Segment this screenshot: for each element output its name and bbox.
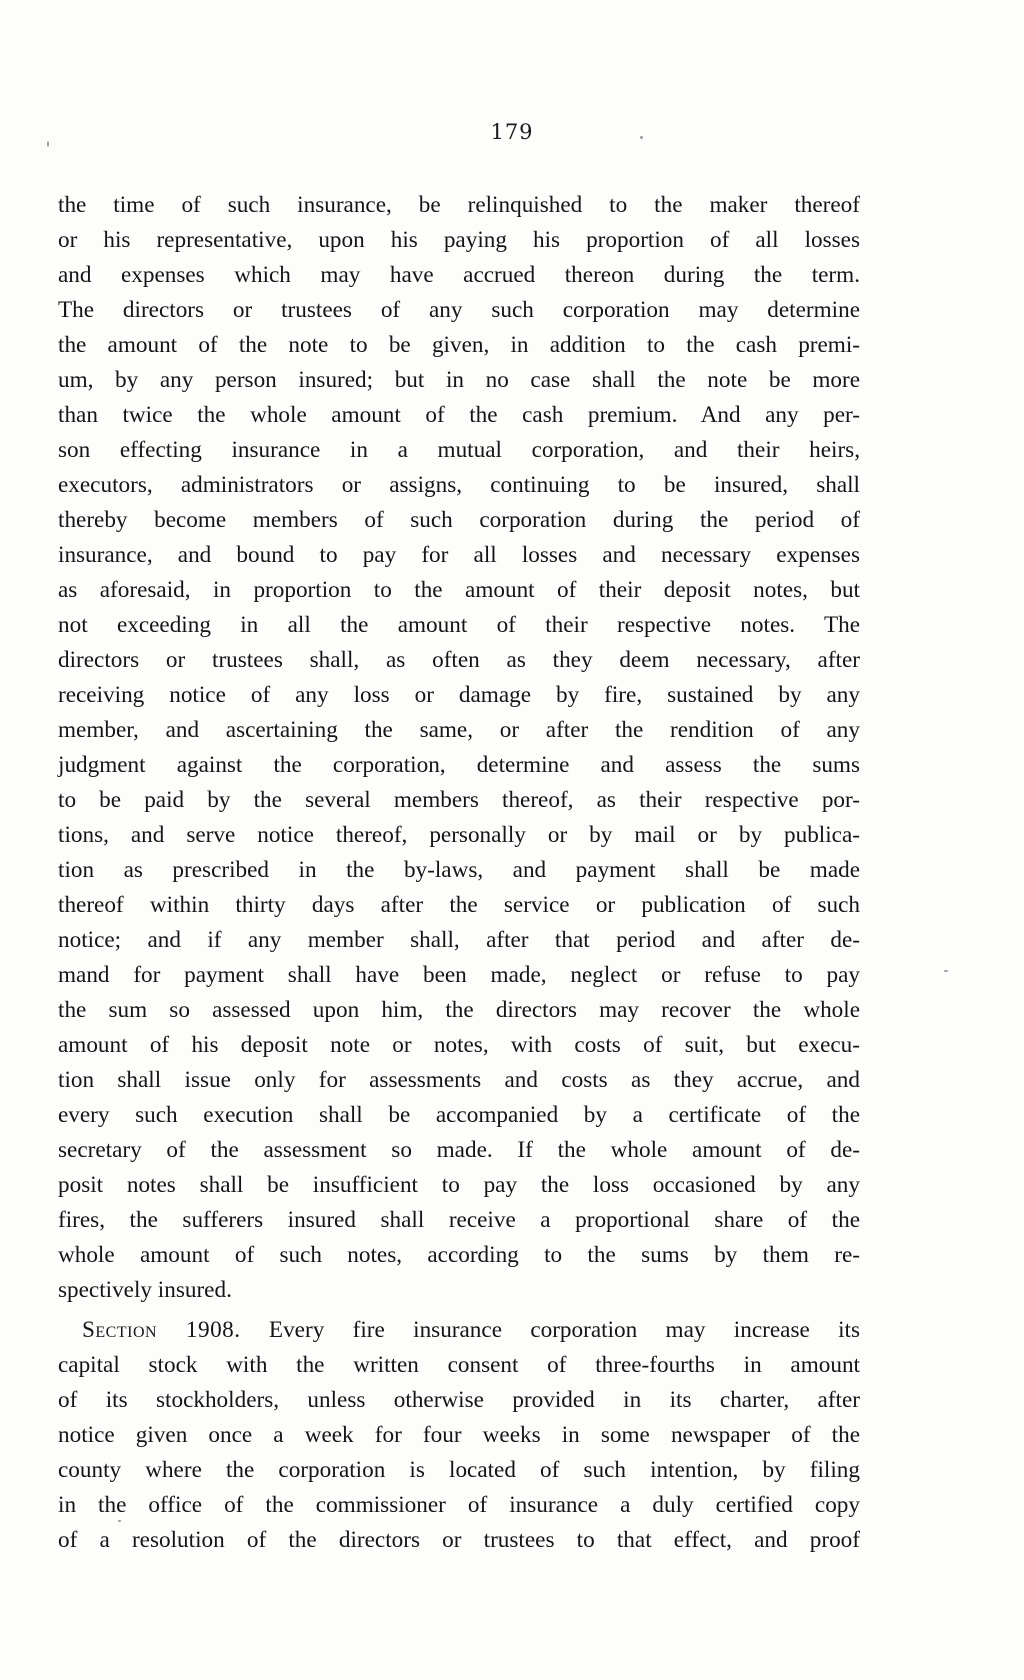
text-line: thereof within thirty days after the service or publication of such (58, 892, 860, 918)
text-line: tion shall issue only for assessments and costs as they accrue, and (58, 1067, 860, 1093)
text-line: the sum so assessed upon him, the directors may recover the whole (58, 997, 860, 1023)
text-line: son effecting insurance in a mutual corporation, and their heirs, (58, 437, 860, 463)
text-line: as aforesaid, in proportion to the amount of their deposit notes, but (58, 577, 860, 603)
text-line: tion as prescribed in the by-laws, and payment shall be made (58, 857, 860, 883)
text-line: of a resolution of the directors or trustees to that effect, and proof (58, 1527, 860, 1553)
text-line: notice given once a week for four weeks in some newspaper of the (58, 1422, 860, 1448)
text-line: spectively insured. (58, 1277, 232, 1303)
paper-speck (640, 136, 643, 139)
text-line: member, and ascertaining the same, or after the rendition of any (58, 717, 860, 743)
text-line: receiving notice of any loss or damage by fire, sustained by any (58, 682, 860, 708)
paragraph-continuation (58, 188, 860, 1308)
text-line: posit notes shall be insufficient to pay the loss occasioned by any (58, 1172, 860, 1198)
text-line: secretary of the assessment so made. If the whole amount of de- (58, 1137, 860, 1163)
text-line: mand for payment shall have been made, neglect or refuse to pay (58, 962, 860, 988)
text-line: the amount of the note to be given, in addition to the cash premi- (58, 332, 860, 358)
text-line: amount of his deposit note or notes, with costs of suit, but execu- (58, 1032, 860, 1058)
text-line: fires, the sufferers insured shall receive a proportional share of the (58, 1207, 860, 1233)
text-line: insurance, and bound to pay for all losses and necessary expenses (58, 542, 860, 568)
text-line: um, by any person insured; but in no case shall the note be more (58, 367, 860, 393)
section-first-line-text: Every fire insurance corporation may increase its (268, 1317, 861, 1343)
text-line: The directors or trustees of any such corporation may determine (58, 297, 860, 323)
page-number: 179 (490, 120, 534, 144)
text-line: and expenses which may have accrued thereon during the term. (58, 262, 860, 288)
text-line: notice; and if any member shall, after that period and after de- (58, 927, 860, 953)
section-heading: Section 1908. (82, 1317, 241, 1343)
text-line: tions, and serve notice thereof, personally or by mail or by publica- (58, 822, 860, 848)
text-line: executors, administrators or assigns, continuing to be insured, shall (58, 472, 860, 498)
section-first-line (58, 1313, 860, 1348)
text-line: not exceeding in all the amount of their respective notes. The (58, 612, 860, 638)
text-line: or his representative, upon his paying his proportion of all losses (58, 227, 860, 253)
paper-speck (944, 970, 948, 972)
text-line: thereby become members of such corporation during the period of (58, 507, 860, 533)
text-line: than twice the whole amount of the cash premium. And any per- (58, 402, 860, 428)
paper-speck (47, 141, 49, 147)
text-line: capital stock with the written consent of three-fourths in amount (58, 1352, 860, 1378)
section-1908-paragraph (58, 1313, 860, 1558)
text-line: whole amount of such notes, according to the sums by them re- (58, 1242, 860, 1268)
paper-speck (118, 1520, 121, 1522)
text-line: to be paid by the several members thereof, as their respective por- (58, 787, 860, 813)
text-line: of its stockholders, unless otherwise provided in its charter, after (58, 1387, 860, 1413)
text-line: directors or trustees shall, as often as they deem necessary, after (58, 647, 860, 673)
text-line: the time of such insurance, be relinquished to the maker thereof (58, 192, 860, 218)
text-line: every such execution shall be accompanied by a certificate of the (58, 1102, 860, 1128)
text-line: in the office of the commissioner of insurance a duly certified copy (58, 1492, 860, 1518)
text-line: county where the corporation is located of such intention, by filing (58, 1457, 860, 1483)
text-line: judgment against the corporation, determine and assess the sums (58, 752, 860, 778)
